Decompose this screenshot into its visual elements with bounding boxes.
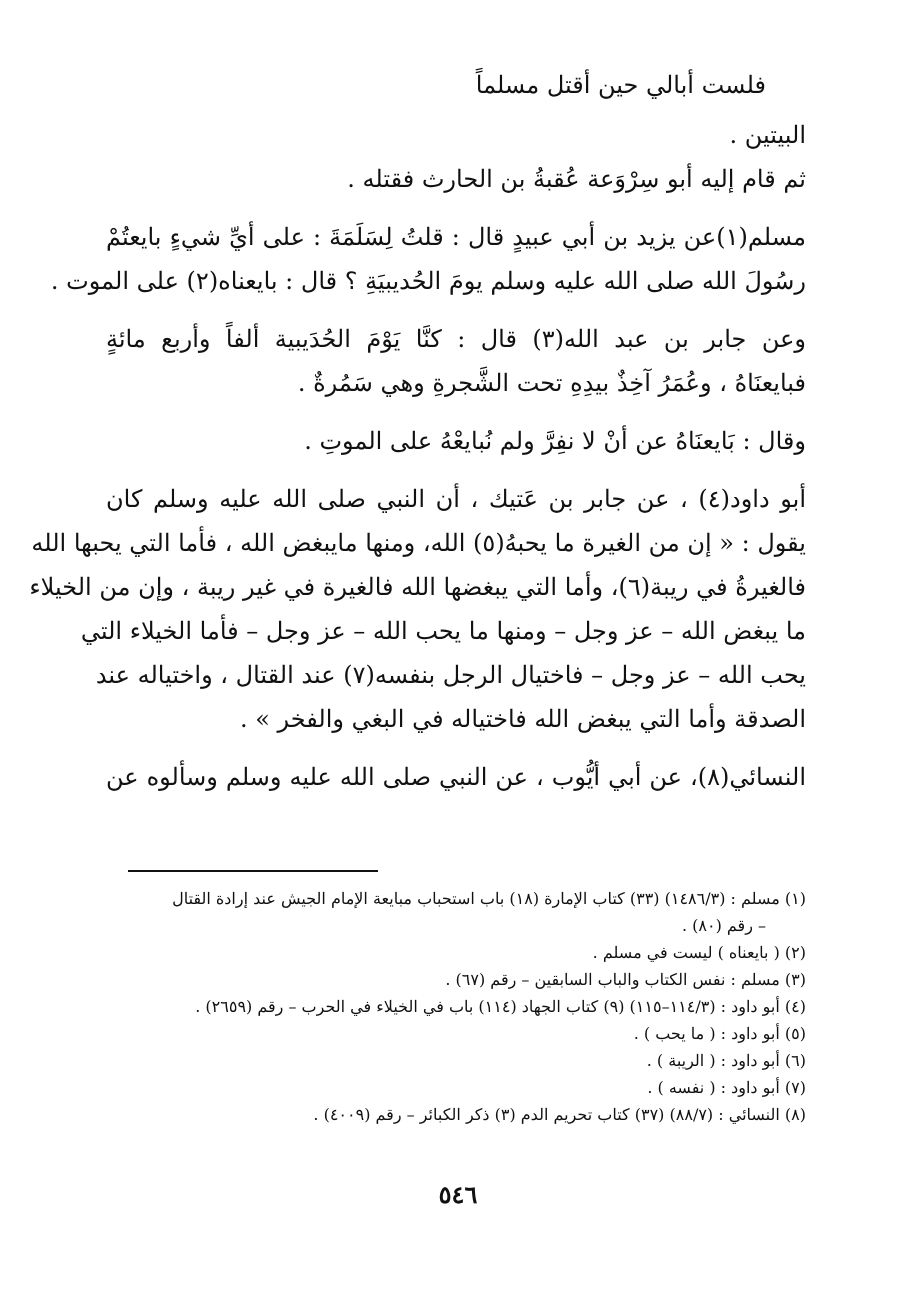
footnote-continuation <box>106 912 806 939</box>
paragraph-3-line: وعن جابر بن عبد الله(٣) قال : كنَّا يَوْمَ الحُدَيبية ألفاً وأربع مائةٍ <box>106 325 807 353</box>
paragraph-5-line: فالغيرةُ في ريبة(٦)، وأما التي يبغضها الله فالغيرة في غير ريبة ، وإن من الخيلاء <box>29 573 806 601</box>
footnote-text: مسلم : نفس الكتاب والباب السابقين – رقم (٦٧) . <box>445 970 780 989</box>
paragraph-5 <box>29 484 806 734</box>
footnote-number: (٨) <box>784 1105 806 1124</box>
paragraph-6: النسائي(٨)، عن أبي أيُّوب ، عن النبي صلى الله عليه وسلم وسألوه عن <box>106 763 806 791</box>
paragraph-5-line: الصدقة وأما التي يبغض الله فاختياله في البغي والفخر » . <box>239 705 806 733</box>
footnote <box>106 1074 806 1101</box>
paragraph-5-line: ما يبغض الله – عز وجل – ومنها ما يحب الله – عز وجل – فأما الخيلاء التي <box>80 617 806 645</box>
footnote-text: أبو داود : ( نفسه ) . <box>647 1078 780 1097</box>
paragraph-2-line: مسلم(١)عن يزيد بن أبي عبيدٍ قال : قلتُ لِسَلَمَةَ : على أيِّ شيءٍ بايعتُمْ <box>106 223 807 251</box>
footnote-separator <box>128 870 378 872</box>
footnotes <box>106 885 806 1128</box>
verse-line: فلست أبالي حين أقتل مسلماً <box>475 71 766 99</box>
footnote <box>106 993 806 1020</box>
footnote-text: أبو داود : ( الريبة ) . <box>646 1051 780 1070</box>
footnote-number: (٥) <box>784 1024 806 1043</box>
paragraph-3-line: فبايعنَاهُ ، وعُمَرُ آخِذٌ بيدِهِ تحت الشَّجرةِ وهي سَمُرةٌ . <box>297 369 806 397</box>
paragraph-2-line: رسُولَ الله صلى الله عليه وسلم يومَ الحُديبيَةِ ؟ قال : بايعناه(٢) على الموت . <box>50 267 806 295</box>
footnote-text: ( بايعناه ) ليست في مسلم . <box>592 943 780 962</box>
footnote <box>106 939 806 966</box>
footnote <box>106 1020 806 1047</box>
paragraph-2 <box>50 222 807 296</box>
verse-tail: البيتين . <box>729 121 806 149</box>
footnote-text: أبو داود : ( ما يحب ) . <box>633 1024 780 1043</box>
footnote-text: أبو داود : (١١٤/٣–١١٥) (٩) كتاب الجهاد (١١٤) باب في الخيلاء في الحرب – رقم (٢٦٥٩) . <box>195 997 780 1016</box>
paragraph-5-line: يقول : « إن من الغيرة ما يحبهُ(٥) الله، ومنها مايبغض الله ، فأما التي يحبها الله <box>31 529 806 557</box>
paragraph-5-line: يحب الله – عز وجل – فاختيال الرجل بنفسه(٧) عند القتال ، واختياله عند <box>95 661 806 689</box>
page-number: ٥٤٦ <box>438 1180 478 1209</box>
footnote-number: (٢) <box>784 943 806 962</box>
footnote-text: النسائي : (٨٨/٧) (٣٧) كتاب تحريم الدم (٣) ذكر الكبائر – رقم (٤٠٠٩) . <box>313 1105 780 1124</box>
main-text <box>29 70 807 792</box>
footnote-text: – رقم (٨٠) . <box>681 916 766 935</box>
paragraph-5-line: أبو داود(٤) ، عن جابر بن عَتيك ، أن النبي صلى الله عليه وسلم كان <box>106 485 806 513</box>
paragraph-3 <box>106 324 806 398</box>
footnote <box>106 1047 806 1074</box>
paragraph-4: وقال : بَايعنَاهُ عن أنْ لا نفِرَّ ولم نُبايعْهُ على الموتِ . <box>304 427 806 455</box>
footnote-number: (٧) <box>784 1078 806 1097</box>
paragraph-1: ثم قام إليه أبو سِرْوَعة عُقبةُ بن الحارث فقتله . <box>347 165 806 193</box>
footnote <box>106 966 806 993</box>
footnote-number: (٣) <box>784 970 806 989</box>
footnote-text: مسلم : (١٤٨٦/٣) (٣٣) كتاب الإمارة (١٨) باب استحباب مبايعة الإمام الجيش عند إرادة القتال <box>172 889 780 908</box>
footnote <box>106 885 806 912</box>
footnote-number: (٦) <box>784 1051 806 1070</box>
footnote-number: (١) <box>784 889 806 908</box>
footnote <box>106 1101 806 1128</box>
footnote-number: (٤) <box>784 997 806 1016</box>
